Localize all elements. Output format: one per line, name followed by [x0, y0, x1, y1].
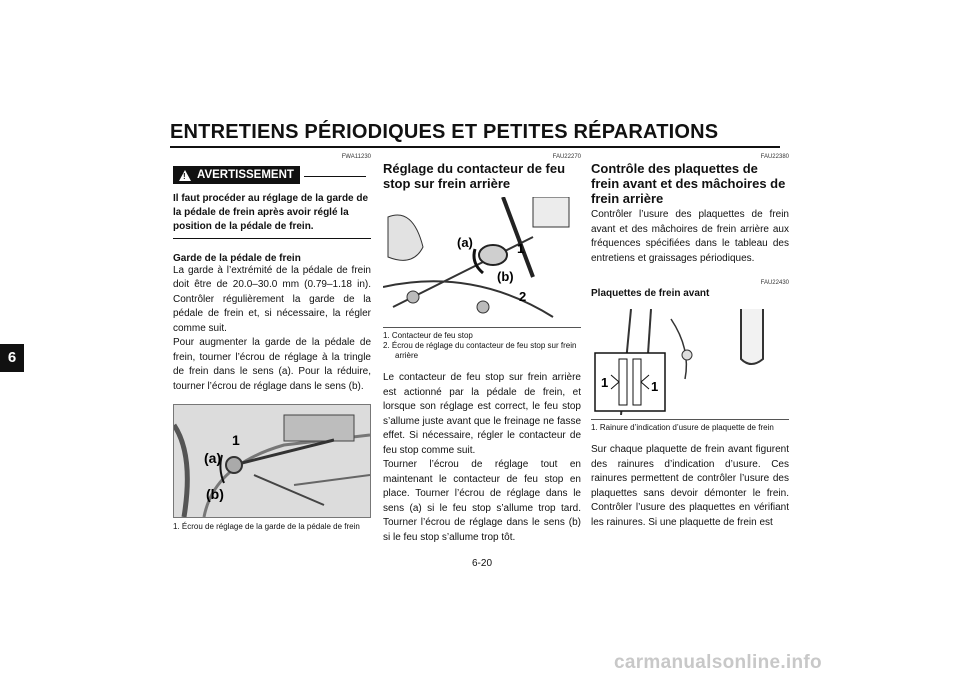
warning-symbol: ! [183, 171, 186, 181]
figure-brake-light-illustration [383, 197, 579, 323]
figure-front-pads-illustration [591, 309, 787, 415]
fig1-label-a: (a) [204, 450, 222, 466]
paragraph-brake-pads-2: Sur chaque plaquette de frein avant figurent des rainures d’indication d’usure. Ces rainures permettent de contrôler l’usure des plaquettes sans devoir démonter le frein. Contrôler l’usure des plaquettes en vérifiant les rainures. Si une plaquette de frein est [591, 444, 789, 528]
section-code-2: FAU22430 [760, 280, 789, 286]
warning-triangle-icon [179, 170, 191, 181]
section-title-brake-light-switch: Réglage du contacteur de feu stop sur frein arrière [383, 161, 566, 191]
section-code: FAU22380 [760, 154, 789, 160]
paragraph-brake-play-1: La garde à l’extrémité de la pédale de frein doit être de 20.0–30.0 mm (0.79–1.18 in). Contrôler régulièrement la garde de la pédale de frein et, si nécessaire, la régler comme suit. [173, 264, 371, 334]
column-middle [383, 150, 581, 545]
fig3-label-1-right: 1 [651, 379, 659, 394]
page-header-title: ENTRETIENS PÉRIODIQUES ET PETITES RÉPARATIONS [170, 121, 719, 143]
warning-label: AVERTISSEMENT [197, 169, 294, 181]
fig2-label-1: 1 [517, 241, 525, 256]
paragraph-brake-pads-1: Contrôler l’usure des plaquettes de frein avant et des mâchoires de frein arrière aux fréquences spécifiées dans le tableau des entretiens et graissages périodiques. [591, 209, 789, 264]
warning-code: FWA11230 [341, 154, 371, 160]
warning-text: Il faut procéder au réglage de la garde de la pédale de frein après avoir réglé la position de la pédale de frein. [173, 192, 369, 232]
caption-item-2: 2. Écrou de réglage du contacteur de feu stop sur frein arrière [383, 341, 577, 360]
paragraph-brake-light-1: Le contacteur de feu stop sur frein arrière est actionné par la pédale de frein, et lorsque son réglage est correct, le feu stop s’allume juste avant que le freinage ne fasse effet. Si nécessaire, régler le contacteur de feu stop comme suit. [383, 372, 581, 456]
section-title-brake-pedal-play: Garde de la pédale de frein [173, 252, 301, 264]
figure-caption-right [591, 419, 789, 433]
caption-item-1: 1. Contacteur de feu stop [383, 331, 473, 340]
watermark: carmanualsonline.info [614, 652, 822, 673]
section-code: FAU22270 [552, 154, 581, 160]
paragraph-brake-play-2: Pour augmenter la garde de la pédale de frein, tourner l’écrou de réglage à la tringle de frein dans le sens (a). Pour la réduire, tourner l’écrou de réglage dans le sens (b). [173, 337, 371, 392]
caption-item-1: 1. Écrou de réglage de la garde de la pédale de frein [173, 522, 360, 531]
fig1-label-1: 1 [232, 432, 240, 448]
warning-badge [173, 166, 300, 184]
warning-box [173, 166, 371, 239]
column-left [173, 150, 371, 532]
fig3-label-1-left: 1 [601, 375, 609, 390]
warning-line [304, 176, 366, 177]
figure-brake-light-switch [383, 197, 579, 323]
header-rule [170, 146, 780, 148]
figure-caption-middle [383, 327, 581, 361]
column-right [591, 150, 789, 530]
fig2-label-a: (a) [457, 235, 473, 250]
fig1-label-b: (b) [206, 486, 224, 502]
caption-item-1: 1. Rainure d’indication d’usure de plaquette de frein [591, 423, 774, 432]
paragraph-brake-light-2: Tourner l’écrou de réglage tout en maintenant le contacteur de feu stop en place. Tourner l’écrou de réglage dans le sens (a) si le feu stop s’allume trop tard. Tourner l’écrou de réglage dans le sens (b) si le feu stop s’allume trop tôt. [383, 459, 581, 543]
figure-brake-pedal-illustration [174, 405, 370, 517]
chapter-tab: 6 [0, 344, 24, 372]
subsection-title-front-pads: Plaquettes de frein avant [591, 288, 710, 299]
section-title-brake-pads: Contrôle des plaquettes de frein avant et des mâchoires de frein arrière [591, 161, 786, 206]
fig2-label-b: (b) [497, 269, 514, 284]
figure-brake-pedal-adjust [173, 404, 371, 518]
figure-front-brake-pads [591, 309, 787, 415]
figure-caption-left [173, 522, 371, 532]
fig2-label-2: 2 [519, 289, 527, 304]
page-number: 6-20 [472, 558, 493, 569]
